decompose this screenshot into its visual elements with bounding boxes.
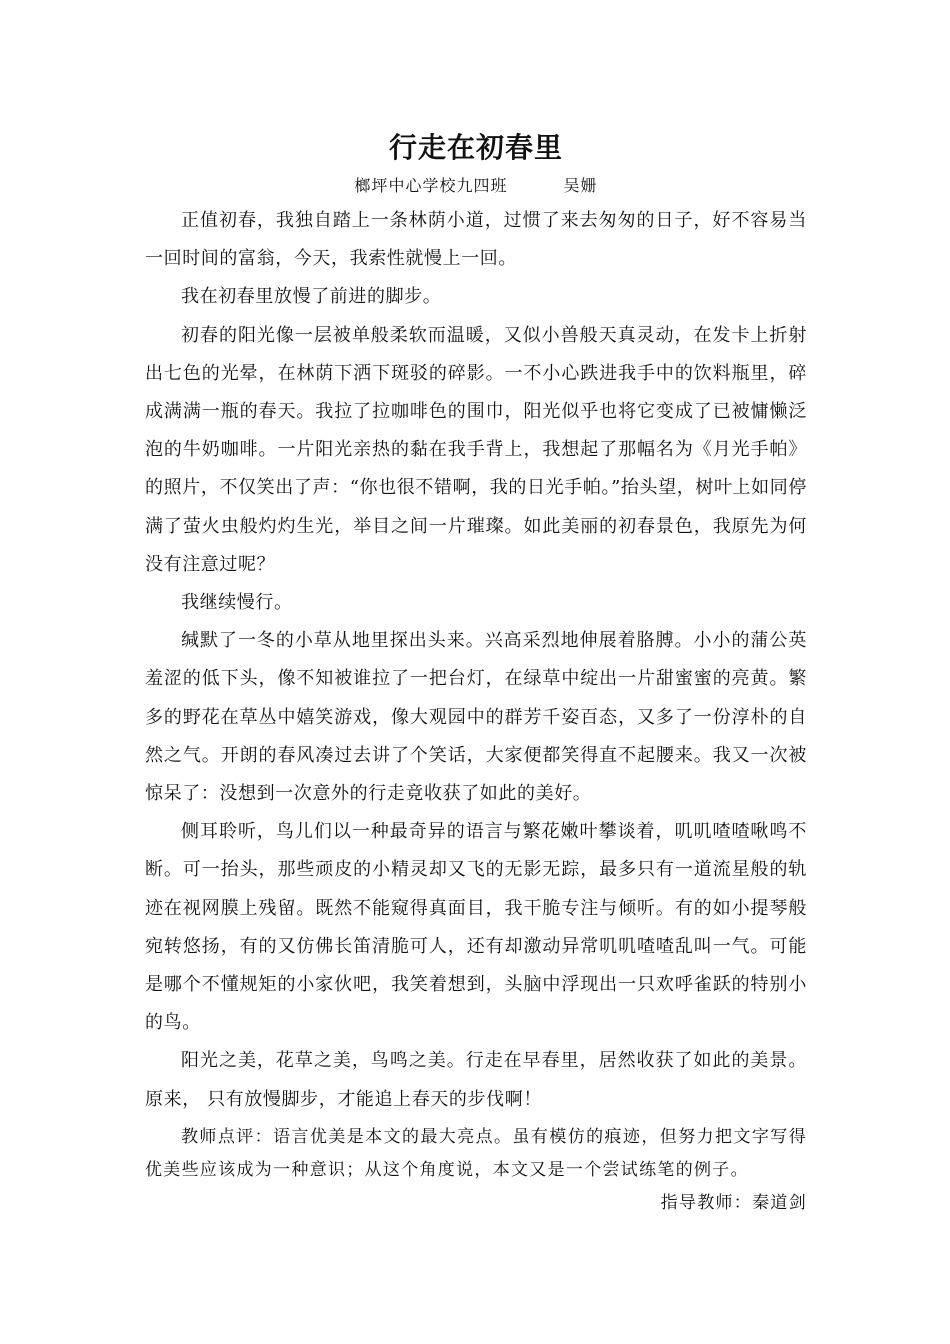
teacher-comment: 教师点评：语言优美是本文的最大亮点。虽有模仿的痕迹，但努力把文字写得优美些应该成为一种意识；从这个角度说，本文又是一个尝试练笔的例子。 <box>145 1126 807 1180</box>
paragraph: 正值初春，我独自踏上一条林荫小道，过惯了来去匆匆的日子，好不容易当一回时间的富翁，今天，我索性就慢上一回。 <box>145 210 807 270</box>
paragraph: 我继续慢行。 <box>181 592 293 614</box>
article <box>145 128 807 1220</box>
paragraph: 阳光之美，花草之美，鸟鸣之美。行走在早春里，居然收获了如此的美景。原来， 只有放慢脚步，才能追上春天的步伐啊！ <box>145 1050 807 1110</box>
article-title: 行走在初春里 <box>388 131 563 164</box>
paragraph: 侧耳聆听，鸟儿们以一种最奇异的语言与繁花嫩叶攀谈着，叽叽喳喳啾鸣不断。可一抬头，那些顽皮的小精灵却又飞的无影无踪，最多只有一道流星般的轨迹在视网膜上残留。既然不能窥得真面目，我干脆专注与倾听。有的如小提琴般宛转悠扬，有的又仿佛长笛清脆可人，还有却激动异常叽叽喳喳乱叫一气。可能是哪个不懂规矩的小家伙吧，我笑着想到，头脑中浮现出一只欢呼雀跃的特别小的鸟。 <box>145 821 807 1034</box>
paragraph: 初春的阳光像一层被单般柔软而温暖，又似小兽般天真灵动，在发卡上折射出七色的光晕，在林荫下洒下斑驳的碎影。一不小心跌进我手中的饮料瓶里，碎成满满一瓶的春天。我拉了拉咖啡色的围巾，阳光似乎也将它变成了已被慵懒泛泡的牛奶咖啡。一片阳光亲热的黏在我手背上，我想起了那幅名为《月光手帕》的照片，不仅笑出了声：“你也很不错啊，我的日光手帕。”抬头望，树叶上如同停满了萤火虫般灼灼生光，举目之间一片璀璨。如此美丽的初春景色，我原先为何没有注意过呢？ <box>145 324 807 575</box>
article-body <box>145 202 807 1119</box>
school-name: 榔坪中心学校九四班 <box>354 176 508 195</box>
paragraph: 我在初春里放慢了前进的脚步。 <box>181 286 442 308</box>
supervisor-signature: 指导教师：秦道剑 <box>660 1192 807 1213</box>
byline <box>145 174 807 198</box>
paragraph: 缄默了一冬的小草从地里探出头来。兴高采烈地伸展着胳膊。小小的蒲公英羞涩的低下头，像不知被谁拉了一把台灯，在绿草中绽出一片甜蜜蜜的亮黄。繁多的野花在草丛中嬉笑游戏，像大观园中的群芳千姿百态，又多了一份淳朴的自然之气。开朗的春风凑过去讲了个笑话，大家便都笑得直不起腰来。我又一次被惊呆了：没想到一次意外的行走竟收获了如此的美好。 <box>145 630 807 805</box>
author-name: 吴姗 <box>563 176 598 195</box>
